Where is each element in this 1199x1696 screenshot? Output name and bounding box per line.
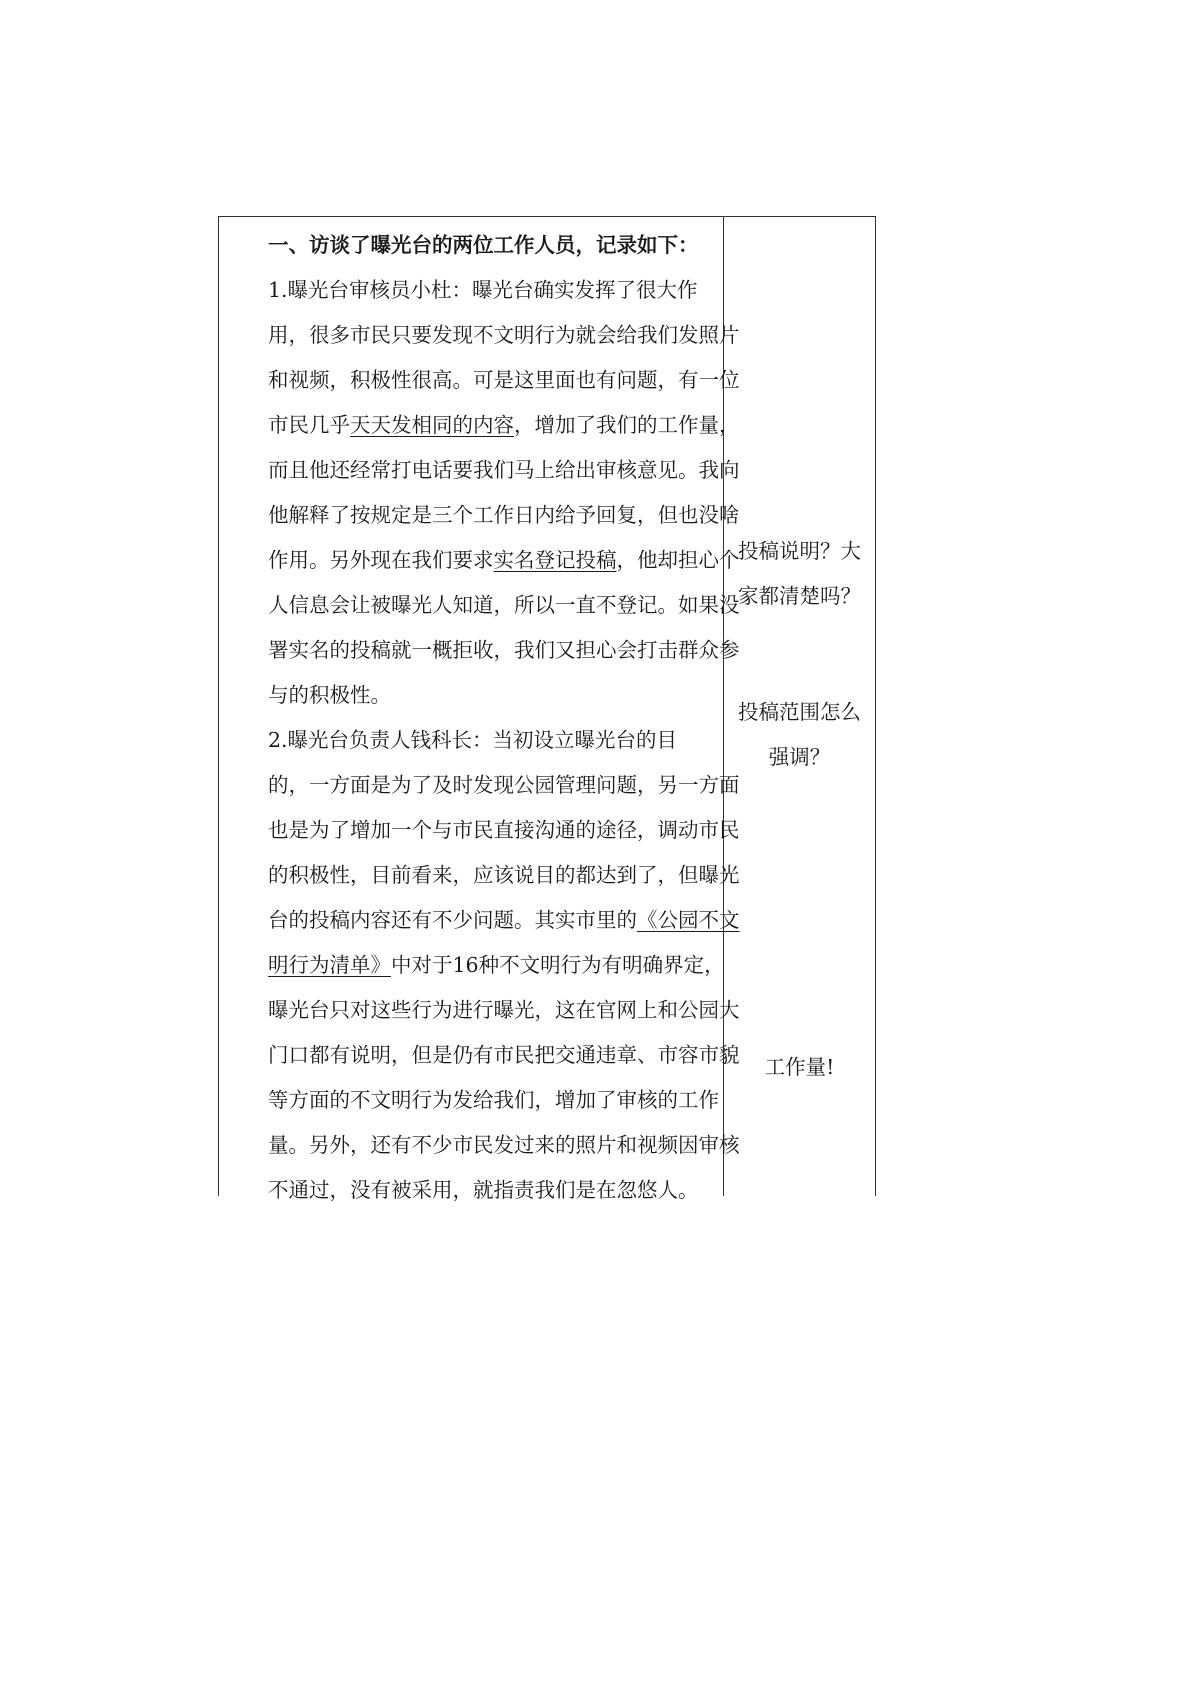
text-line: 量。另外，还有不少市民发过来的照片和视频因审核: [268, 1133, 740, 1157]
section-heading: 一、访谈了曝光台的两位工作人员，记录如下：: [268, 233, 699, 257]
paragraph-1: [227, 268, 740, 718]
annotation-note-2: [724, 690, 875, 780]
text-line: [227, 898, 740, 943]
paragraph-2: [227, 718, 740, 1213]
note-line: 家都清楚吗？: [738, 584, 861, 608]
annotation-note-1: [724, 529, 875, 619]
underlined-phrase: 天天发相同的内容: [350, 413, 514, 437]
text-line: 人信息会让被曝光人知道，所以一直不登记。如果没: [268, 593, 740, 617]
text-segment: ，他却担心个: [616, 548, 740, 572]
text-line: 也是为了增加一个与市民直接沟通的途径，调动市民: [268, 818, 740, 842]
text-segment: 台的投稿内容还有不少问题。其实市里的: [268, 908, 637, 932]
text-line: 曝光台只对这些行为进行曝光，这在官网上和公园大: [268, 998, 740, 1022]
text-line: 署实名的投稿就一概拒收，我们又担心会打击群众参: [268, 638, 740, 662]
text-line: [227, 403, 740, 448]
text-line: [227, 538, 740, 583]
annotation-column: [724, 217, 875, 1196]
text-line: 2.曝光台负责人钱科长：当初设立曝光台的目: [268, 728, 678, 752]
text-segment: 作用。另外现在我们要求: [268, 548, 494, 572]
text-line: 1.曝光台审核员小杜：曝光台确实发挥了很大作: [268, 278, 698, 302]
note-line: 强调？: [768, 745, 831, 769]
text-line: [227, 943, 725, 988]
note-line: 投稿说明？大: [738, 539, 861, 563]
text-line: 用，很多市民只要发现不文明行为就会给我们发照片: [268, 323, 740, 347]
text-line: 不通过，没有被采用，就指责我们是在忽悠人。: [268, 1178, 699, 1202]
note-line: 投稿范围怎么: [738, 700, 861, 724]
note-line: 工作量!: [764, 1055, 835, 1079]
main-text-column: [219, 217, 740, 1202]
text-line: 与的积极性。: [268, 683, 391, 707]
text-line: 等方面的不文明行为发给我们，增加了审核的工作: [268, 1088, 719, 1112]
text-segment: ，增加了我们的工作量，: [514, 413, 740, 437]
underlined-phrase: 《公园不文: [637, 908, 740, 932]
underlined-phrase: 明行为清单》: [268, 953, 391, 977]
document-table: [218, 216, 876, 1202]
text-line: 和视频，积极性很高。可是这里面也有问题，有一位: [268, 368, 740, 392]
text-segment: 市民几乎: [268, 413, 350, 437]
annotation-note-3: [724, 1045, 875, 1090]
underlined-phrase: 实名登记投稿: [493, 548, 617, 572]
text-line: 而且他还经常打电话要我们马上给出审核意见。我向: [268, 458, 740, 482]
text-line: 门口都有说明，但是仍有市民把交通违章、市容市貌: [268, 1043, 740, 1067]
text-segment: 中对于16种不文明行为有明确界定，: [391, 953, 725, 977]
text-line: 的，一方面是为了及时发现公园管理问题，另一方面: [268, 773, 740, 797]
text-line: 的积极性，目前看来，应该说目的都达到了，但曝光: [268, 863, 740, 887]
text-line: 他解释了按规定是三个工作日内给予回复，但也没啥: [268, 503, 740, 527]
